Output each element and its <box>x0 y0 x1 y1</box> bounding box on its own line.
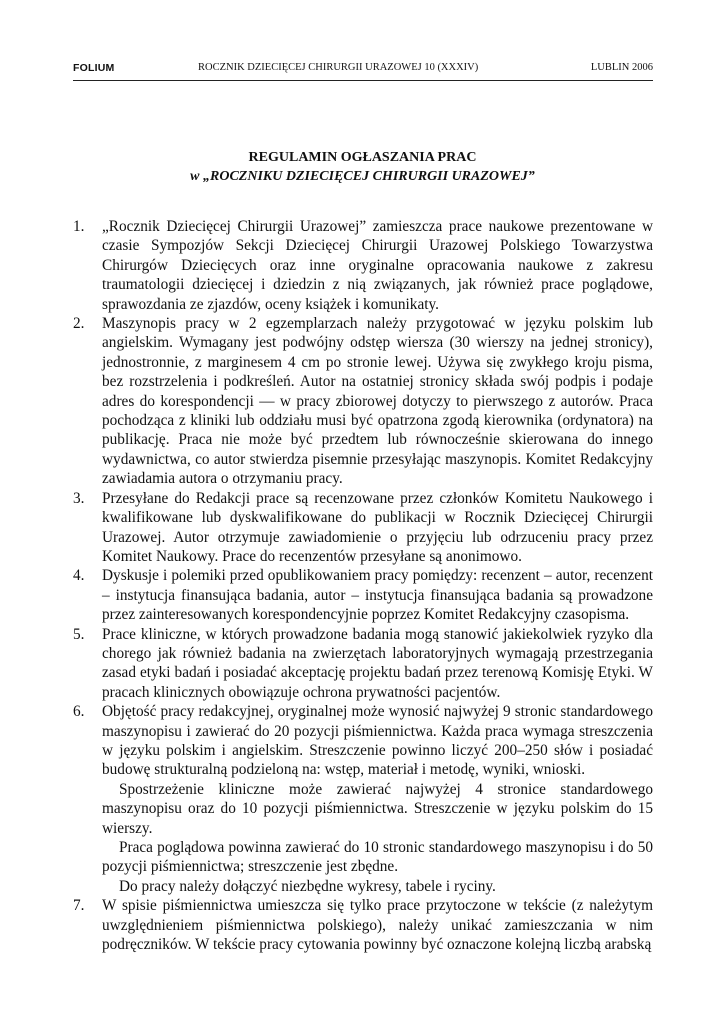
rule-text: W spisie piśmiennictwa umieszcza się tylko prace przytoczone w tekście (z należytym uwzględnieniem piśmiennictwa polskiego), należy unikać zamieszczania w nim podręczników. W tekście pracy cytowania powinny być oznaczone kolejną liczbą arabską <box>102 897 653 954</box>
rule-text <box>102 702 653 896</box>
rule-number: 3. <box>73 489 85 507</box>
rule-text: Przesyłane do Redakcji prace są recenzowane przez członków Komitetu Naukowego i kwalifikowane lub dyskwalifikowane do publikacji w Rocznik Dziecięcej Chirurgii Urazowej. Autor otrzymuje zawiadomienie o przyjęciu lub odrzuceniu pracy przez Komitet Naukowy. Prace do recenzentów przesyłane są anonimowo. <box>102 489 653 565</box>
rule-text: „Rocznik Dziecięcej Chirurgii Urazowej” zamieszcza prace naukowe prezentowane w czasie Sympozjów Sekcji Dziecięcej Chirurgii Urazowej Polskiego Towarzystwa Chirurgów Dziecięcych oraz inne oryginalne opracowania naukowe z zakresu traumatologii dziecięcej i dziedzin z nią związanych, jak również prace poglądowe, sprawozdania ze zjazdów, oceny książek i komunikaty. <box>102 218 653 313</box>
rule-item <box>73 566 653 624</box>
rule-paragraph: Objętość pracy redakcyjnej, oryginalnej może wynosić najwyżej 9 stronic standardowego maszynopisu i zawierać do 20 pozycji piśmiennictwa. Każda praca wymaga streszczenia w języku polskim i angielskim. Streszczenie powinno liczyć 200–250 słów i posiadać budowę strukturalną podzieloną na: wstęp, materiał i metodę, wyniki, wnioski. <box>102 703 653 779</box>
rule-item <box>73 314 653 489</box>
rule-text: Dyskusje i polemiki przed opublikowaniem pracy pomiędzy: recenzent – autor, recenzent – instytucja finansująca badania, autor – instytucja finansująca badania są prowadzone przez zainteresowanych korespondencyjnie poprzez Komitet Redakcyjny czasopisma. <box>102 567 653 624</box>
rule-number: 5. <box>73 625 85 643</box>
rule-number: 7. <box>73 897 85 915</box>
rule-item <box>73 625 653 703</box>
running-header <box>73 62 653 81</box>
page-title: REGULAMIN OGŁASZANIA PRAC <box>248 150 477 165</box>
rule-item <box>73 896 653 954</box>
rule-paragraph: Do pracy należy dołączyć niezbędne wykresy, tabele i ryciny. <box>119 877 496 895</box>
folium-label: FOLIUM <box>73 62 115 74</box>
rule-paragraph: Spostrzeżenie kliniczne może zawierać najwyżej 4 stronice standardowego maszynopisu oraz do 10 pozycji piśmiennictwa. Streszczenie w języku polskim do 15 wierszy. <box>102 780 653 837</box>
journal-title: ROCZNIK DZIECIĘCEJ CHIRURGII URAZOWEJ 10 (XXXIV) <box>198 62 479 73</box>
rule-item <box>73 217 653 314</box>
page-subtitle: w „ROCZNIKU DZIECIĘCEJ CHIRURGII URAZOWEJ” <box>190 169 535 184</box>
rule-item <box>73 702 653 896</box>
rules-list <box>73 217 653 954</box>
rule-number: 1. <box>73 218 85 235</box>
rule-number: 6. <box>73 703 85 721</box>
place-year: LUBLIN 2006 <box>590 62 653 73</box>
rule-paragraph: Praca poglądowa powinna zawierać do 10 stronic standardowego maszynopisu i do 50 pozycji piśmiennictwa; streszczenie jest zbędne. <box>102 839 653 876</box>
rule-text: Maszynopis pracy w 2 egzemplarzach należy przygotować w języku polskim lub angielskim. Wymagany jest podwójny odstęp wiersza (30 wierszy na jednej stronicy), jednostronnie, z marginesem 4 cm po stronie lewej. Używa się zwykłego kroju pisma, bez rozstrzelenia i podkreśleń. Autor na ostatniej stronicy składa swój podpis i podaje adres do korespondencji — w pracy zbiorowej dotyczy to pierwszego z autorów. Praca pochodząca z kliniki lub oddziału musi być opatrzona zgodą kierownika (ordynatora) na publikację. Praca nie może być przedtem lub równocześnie skierowana do innego wydawnictwa, co autor stwierdza pisemnie przesyłając maszynopis. Komitet Redakcyjny zawiadamia autora o otrzymaniu pracy. <box>102 315 653 488</box>
rule-number: 4. <box>73 567 85 585</box>
rule-number: 2. <box>73 315 85 333</box>
rule-item <box>73 489 653 567</box>
rule-text: Prace kliniczne, w których prowadzone badania mogą stanowić jakiekolwiek ryzyko dla chorego jak również badania na zwierzętach laboratoryjnych wymagają przestrzegania zasad etyki badań i posiadać akceptację projektu badań przez terenową Komisję Etyki. W pracach klinicznych obowiązuje ochrona prywatności pacjentów. <box>102 625 653 701</box>
